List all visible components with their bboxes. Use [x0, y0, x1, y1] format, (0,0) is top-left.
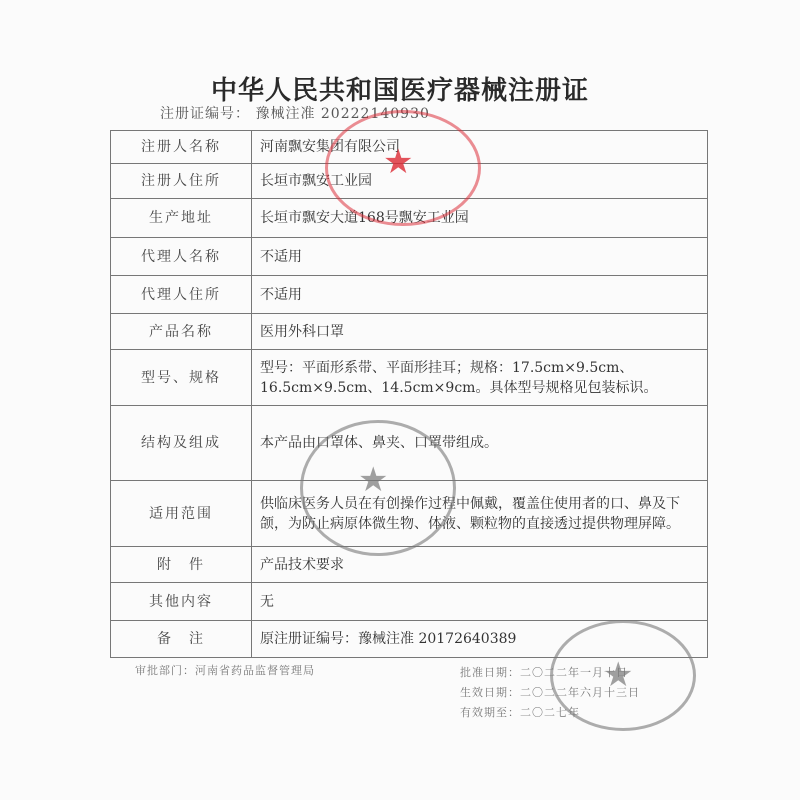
star-icon: ★ [383, 142, 414, 182]
row-value: 不适用 [252, 238, 708, 276]
row-label: 产品名称 [111, 314, 252, 350]
table-row [111, 350, 708, 406]
row-label: 生产地址 [111, 199, 252, 238]
row-label: 代理人住所 [111, 276, 252, 314]
row-value: 本产品由口罩体、鼻夹、口罩带组成。 [252, 406, 708, 481]
row-value: 长垣市飘安工业园 [252, 164, 708, 199]
row-value: 不适用 [252, 276, 708, 314]
row-value: 供临床医务人员在有创操作过程中佩戴，覆盖住使用者的口、鼻及下颌，为防止病原体微生物、体液、颗粒物的直接透过提供物理屏障。 [252, 481, 708, 547]
row-label: 结构及组成 [111, 406, 252, 481]
registration-number [160, 103, 430, 123]
table-row [111, 276, 708, 314]
row-label: 型号、规格 [111, 350, 252, 406]
row-value: 医用外科口罩 [252, 314, 708, 350]
star-icon: ★ [603, 655, 634, 695]
row-label: 附 件 [111, 547, 252, 583]
approval-date: 批准日期：二〇二二年一月十日 [460, 666, 628, 679]
row-label: 适用范围 [111, 481, 252, 547]
table-row [111, 131, 708, 164]
reg-no-value: 豫械注准 20222140930 [255, 106, 430, 122]
row-value: 河南飘安集团有限公司 [252, 131, 708, 164]
star-icon: ★ [358, 460, 389, 500]
expiry-date: 有效期至：二〇二七年 [460, 706, 580, 719]
table-row [111, 583, 708, 621]
table-row [111, 164, 708, 199]
approval-department: 审批部门：河南省药品监督管理局 [135, 664, 315, 677]
row-value: 长垣市飘安大道168号飘安工业园 [252, 199, 708, 238]
row-value: 无 [252, 583, 708, 621]
table-row [111, 238, 708, 276]
row-value: 型号：平面形系带、平面形挂耳；规格：17.5cm×9.5cm、16.5cm×9.5cm、14.5cm×9cm。具体型号规格见包装标识。 [252, 350, 708, 406]
document-title: 中华人民共和国医疗器械注册证 [210, 76, 589, 106]
table-row [111, 547, 708, 583]
row-label: 注册人住所 [111, 164, 252, 199]
table-row [111, 621, 708, 658]
row-value: 产品技术要求 [252, 547, 708, 583]
reg-no-label: 注册证编号： [160, 106, 250, 122]
table-row [111, 314, 708, 350]
row-label: 代理人名称 [111, 238, 252, 276]
certificate-table [110, 130, 708, 658]
row-label: 备 注 [111, 621, 252, 658]
row-value: 原注册证编号：豫械注准 20172640389 [252, 621, 708, 658]
row-label: 注册人名称 [111, 131, 252, 164]
table-row [111, 406, 708, 481]
table-row [111, 199, 708, 238]
effective-date: 生效日期：二〇二二年六月十三日 [460, 686, 640, 699]
row-label: 其他内容 [111, 583, 252, 621]
table-row [111, 481, 708, 547]
